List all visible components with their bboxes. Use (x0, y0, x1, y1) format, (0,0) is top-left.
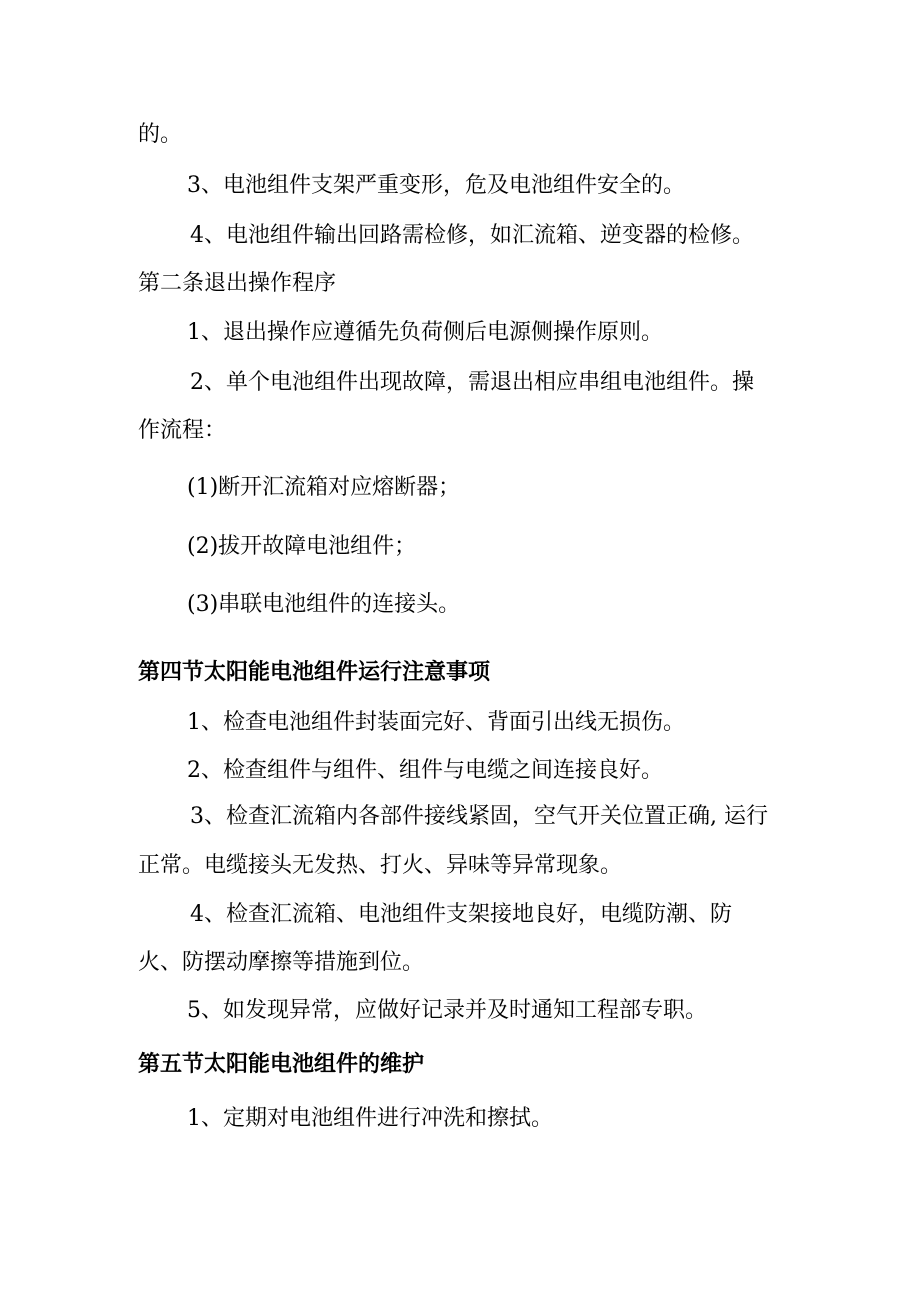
list-item: 3、检查汇流箱内各部件接线紧固，空气开关位置正确, 运行 (190, 804, 768, 829)
paragraph-line: 作流程： (138, 418, 227, 443)
list-item: 1、定期对电池组件进行冲洗和擦拭。 (187, 1106, 553, 1131)
list-item: 1、退出操作应遵循先负荷侧后电源侧操作原则。 (187, 320, 663, 345)
sub-list-item: (2)拔开故障电池组件； (187, 534, 417, 559)
list-item: 2、单个电池组件出现故障，需退出相应串组电池组件。操 (190, 370, 754, 395)
list-item: 4、检查汇流箱、电池组件支架接地良好，电缆防潮、防 (190, 902, 732, 927)
list-item: 1、检查电池组件封装面完好、背面引出线无损伤。 (187, 710, 685, 735)
paragraph-line: 火、防摆动摩擦等措施到位。 (138, 950, 425, 975)
article-title: 第二条退出操作程序 (138, 271, 337, 296)
list-item: 4、电池组件输出回路需检修，如汇流箱、逆变器的检修。 (190, 223, 754, 248)
paragraph-line: 正常。电缆接头无发热、打火、异味等异常现象。 (138, 853, 623, 878)
list-item: 5、如发现异常，应做好记录并及时通知工程部专职。 (187, 998, 707, 1023)
list-item: 2、检查组件与组件、组件与电缆之间连接良好。 (187, 758, 663, 783)
list-item: 3、电池组件支架严重变形，危及电池组件安全的。 (187, 173, 685, 198)
sub-list-item: (3)串联电池组件的连接头。 (187, 592, 461, 617)
section-heading: 第四节太阳能电池组件运行注意事项 (138, 660, 491, 685)
sub-list-item: (1)断开汇流箱对应熔断器； (187, 475, 461, 500)
paragraph-line: 的。 (138, 122, 183, 147)
section-heading: 第五节太阳能电池组件的维护 (138, 1052, 425, 1077)
